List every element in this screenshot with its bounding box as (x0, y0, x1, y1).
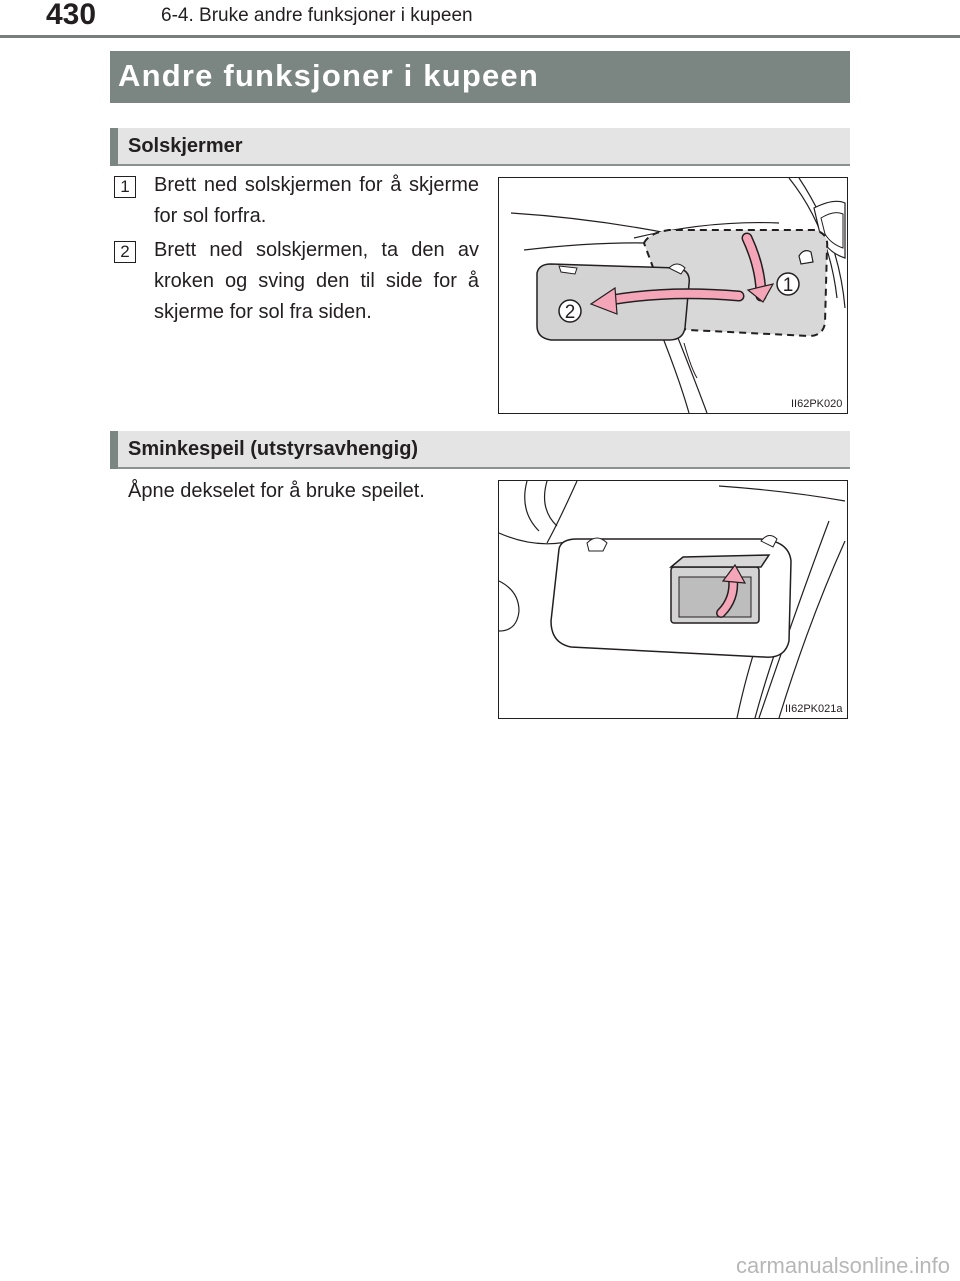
header-rule (0, 35, 960, 38)
callout-2-label: 2 (564, 302, 576, 323)
item-text: Brett ned solskjermen, ta den av kroken og sving den til side for å skjerme for sol fra siden. (154, 239, 479, 323)
section-marker (110, 431, 118, 469)
section-marker (110, 128, 118, 166)
section-heading-sminkespeil (110, 431, 850, 469)
page-number: 430 (46, 0, 97, 31)
vanity-mirror-illustration (498, 480, 848, 719)
section-paragraph: Åpne dekselet for å bruke speilet. (128, 480, 425, 502)
item-text: Brett ned solskjermen for å skjerme for sol forfra. (154, 174, 479, 227)
item-number-badge: 2 (114, 241, 136, 263)
callout-1-label: 1 (782, 275, 794, 296)
page-title-bar (110, 51, 850, 103)
watermark: carmanualsonline.info (735, 1253, 950, 1278)
figure-code: II62PK020 (791, 398, 843, 410)
sun-visor-drawing (499, 178, 847, 413)
page-title: Andre funksjoner i kupeen (118, 58, 540, 93)
vanity-mirror-drawing (499, 481, 847, 718)
running-title: 6-4. Bruke andre funksjoner i kupeen (161, 5, 473, 26)
section-heading-text: Sminkespeil (utstyrsavhengig) (128, 438, 419, 460)
section-heading-solskjermer (110, 128, 850, 166)
figure-code: II62PK021a (785, 703, 843, 715)
section-heading-text: Solskjermer (128, 135, 243, 157)
item-number-badge: 1 (114, 176, 136, 198)
sun-visor-illustration (498, 177, 848, 414)
